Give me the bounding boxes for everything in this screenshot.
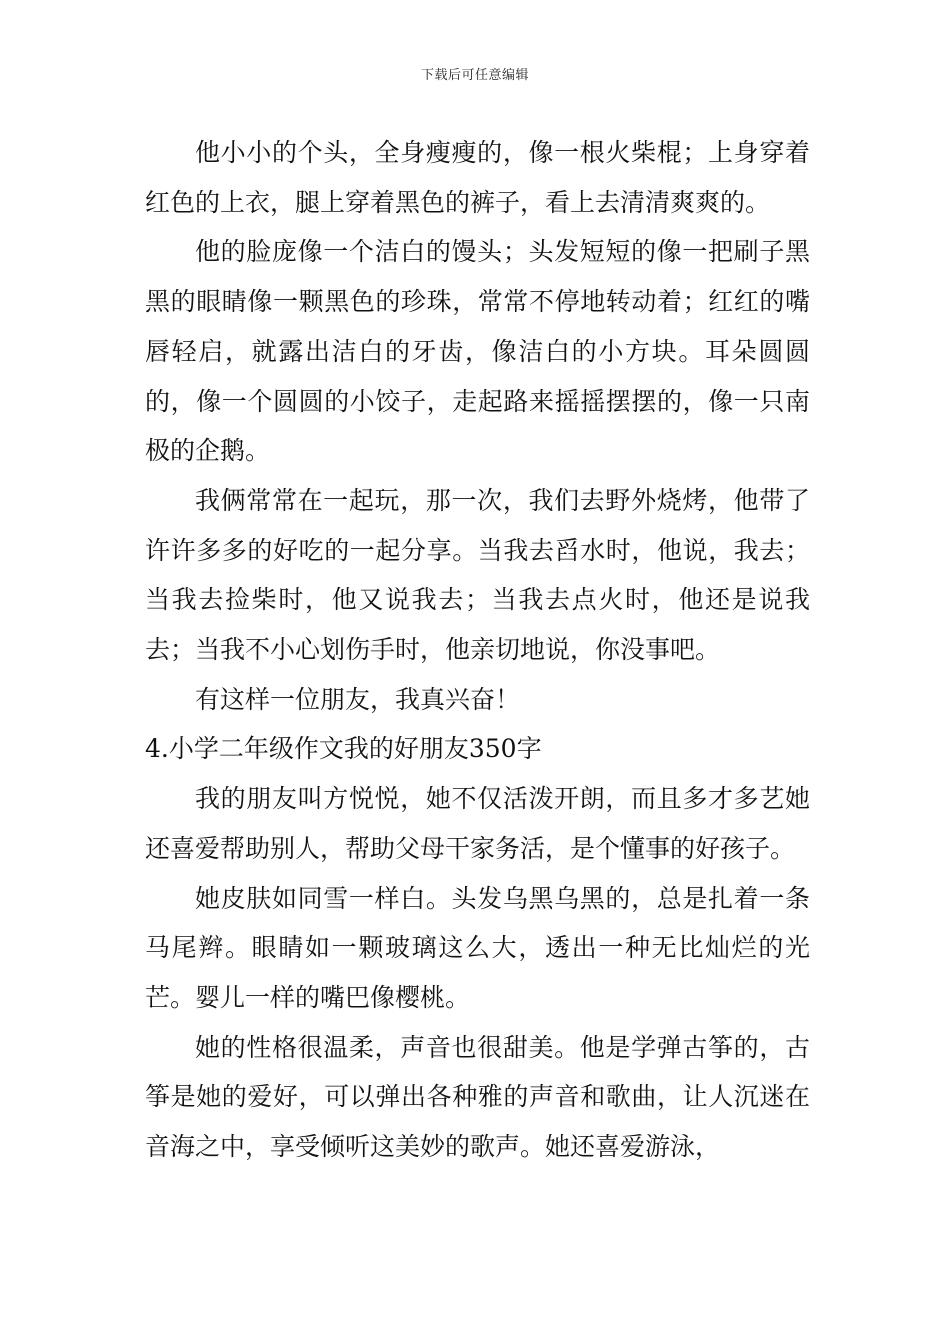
paragraph: 她皮肤如同雪一样白。头发乌黑乌黑的，总是扎着一条马尾辫。眼睛如一颗玻璃这么大，透出一种无比灿烂的光芒。婴儿一样的嘴巴像樱桃。 (145, 883, 810, 1012)
paragraph: 有这样一位朋友，我真兴奋！ (195, 684, 521, 714)
paragraph: 他小小的个头，全身瘦瘦的，像一根火柴棍；上身穿着红色的上衣，腿上穿着黑色的裤子，看上去清清爽爽的。 (145, 138, 810, 217)
section-heading: 4.小学二年级作文我的好朋友350字 (145, 734, 542, 764)
paragraph: 我的朋友叫方悦悦，她不仅活泼开朗，而且多才多艺她还喜爱帮助别人，帮助父母干家务活，是个懂事的好孩子。 (145, 784, 810, 863)
paragraph: 她的性格很温柔，声音也很甜美。他是学弹古筝的，古筝是她的爱好，可以弹出各种雅的声音和歌曲，让人沉迷在音海之中，享受倾听这美妙的歌声。她还喜爱游泳， (145, 1032, 810, 1162)
document-body (145, 128, 810, 1172)
page-header: 下载后可任意编辑 (420, 68, 529, 83)
paragraph: 我俩常常在一起玩，那一次，我们去野外烧烤，他带了许许多多的好吃的一起分享。当我去舀水时，他说，我去；当我去捡柴时，他又说我去；当我去点火时，他还是说我去；当我不小心划伤手时，他亲切地说，你没事吧。 (145, 485, 810, 665)
paragraph: 他的脸庞像一个洁白的馒头；头发短短的像一把刷子黑黑的眼睛像一颗黑色的珍珠，常常不停地转动着；红红的嘴唇轻启，就露出洁白的牙齿，像洁白的小方块。耳朵圆圆的，像一个圆圆的小饺子，走起路来摇摇摆摆的，像一只南极的企鹅。 (145, 237, 810, 466)
